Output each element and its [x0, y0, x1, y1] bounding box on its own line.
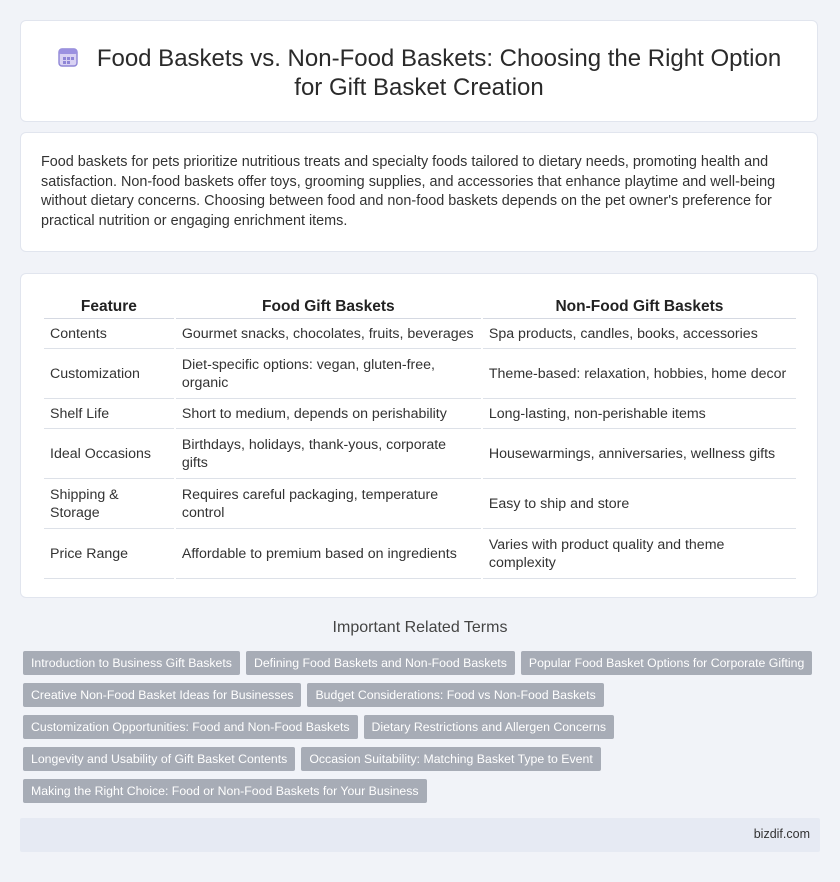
header-non-food: Non-Food Gift Baskets [483, 296, 796, 319]
table-row [44, 479, 796, 529]
term-tag[interactable]: Longevity and Usability of Gift Basket Contents [23, 747, 295, 771]
related-terms-list [23, 651, 823, 811]
intro-paragraph [41, 153, 797, 231]
intro-line: without dietary concerns. Choosing between food and non-food baskets depends on the pet owner's preference for [41, 193, 772, 209]
table-row [44, 399, 796, 429]
non-food-cell: Easy to ship and store [483, 479, 796, 529]
title-line-1: Food Baskets vs. Non-Food Baskets: Choosing the Right Option [96, 45, 782, 72]
feature-cell: Shelf Life [44, 399, 174, 429]
intro-line: practical nutrition or engaging enrichment items. [41, 212, 348, 229]
term-tag[interactable]: Popular Food Basket Options for Corporate Gifting [521, 651, 812, 675]
related-terms-title: Important Related Terms [332, 619, 508, 636]
food-cell: Gourmet snacks, chocolates, fruits, beverages [176, 319, 481, 349]
term-tag[interactable]: Customization Opportunities: Food and Non-Food Baskets [23, 715, 358, 739]
food-cell: Requires careful packaging, temperature control [176, 479, 481, 529]
page-title [21, 44, 817, 102]
table-row [44, 429, 796, 479]
comparison-table [42, 296, 798, 579]
feature-cell: Contents [44, 319, 174, 349]
table-row [44, 529, 796, 579]
intro-line: satisfaction. Non-food baskets offer toys, grooming supplies, and accessories that enhance playtime and well-being [41, 173, 776, 190]
term-tag[interactable]: Occasion Suitability: Matching Basket Type to Event [301, 747, 600, 771]
intro-card [20, 132, 818, 252]
comparison-card [20, 273, 818, 598]
term-tag[interactable]: Dietary Restrictions and Allergen Concerns [364, 715, 614, 739]
non-food-cell: Spa products, candles, books, accessories [483, 319, 796, 349]
food-cell: Short to medium, depends on perishability [176, 399, 481, 429]
header-feature: Feature [44, 296, 174, 319]
term-tag[interactable]: Budget Considerations: Food vs Non-Food Baskets [307, 683, 603, 707]
footer [20, 818, 820, 852]
intro-line: Food baskets for pets prioritize nutritious treats and specialty foods tailored to dietary needs, promoting health and [41, 154, 769, 170]
term-tag[interactable]: Creative Non-Food Basket Ideas for Businesses [23, 683, 301, 707]
title-line-2: for Gift Basket Creation [294, 74, 544, 101]
term-tag[interactable]: Making the Right Choice: Food or Non-Food Baskets for Your Business [23, 779, 427, 803]
food-cell: Affordable to premium based on ingredients [176, 529, 481, 579]
table-header-row [44, 296, 796, 319]
calendar-icon [57, 46, 79, 68]
feature-cell: Customization [44, 349, 174, 399]
food-cell: Birthdays, holidays, thank-yous, corporate gifts [176, 429, 481, 479]
non-food-cell: Long-lasting, non-perishable items [483, 399, 796, 429]
food-cell: Diet-specific options: vegan, gluten-free, organic [176, 349, 481, 399]
non-food-cell: Housewarmings, anniversaries, wellness gifts [483, 429, 796, 479]
non-food-cell: Theme-based: relaxation, hobbies, home decor [483, 349, 796, 399]
title-card [20, 20, 818, 122]
non-food-cell: Varies with product quality and theme complexity [483, 529, 796, 579]
table-row [44, 319, 796, 349]
term-tag[interactable]: Defining Food Baskets and Non-Food Baskets [246, 651, 515, 675]
header-food: Food Gift Baskets [176, 296, 481, 319]
feature-cell: Ideal Occasions [44, 429, 174, 479]
table-row [44, 349, 796, 399]
feature-cell: Shipping & Storage [44, 479, 174, 529]
term-tag[interactable]: Introduction to Business Gift Baskets [23, 651, 240, 675]
footer-site-link[interactable]: bizdif.com [753, 827, 810, 841]
feature-cell: Price Range [44, 529, 174, 579]
